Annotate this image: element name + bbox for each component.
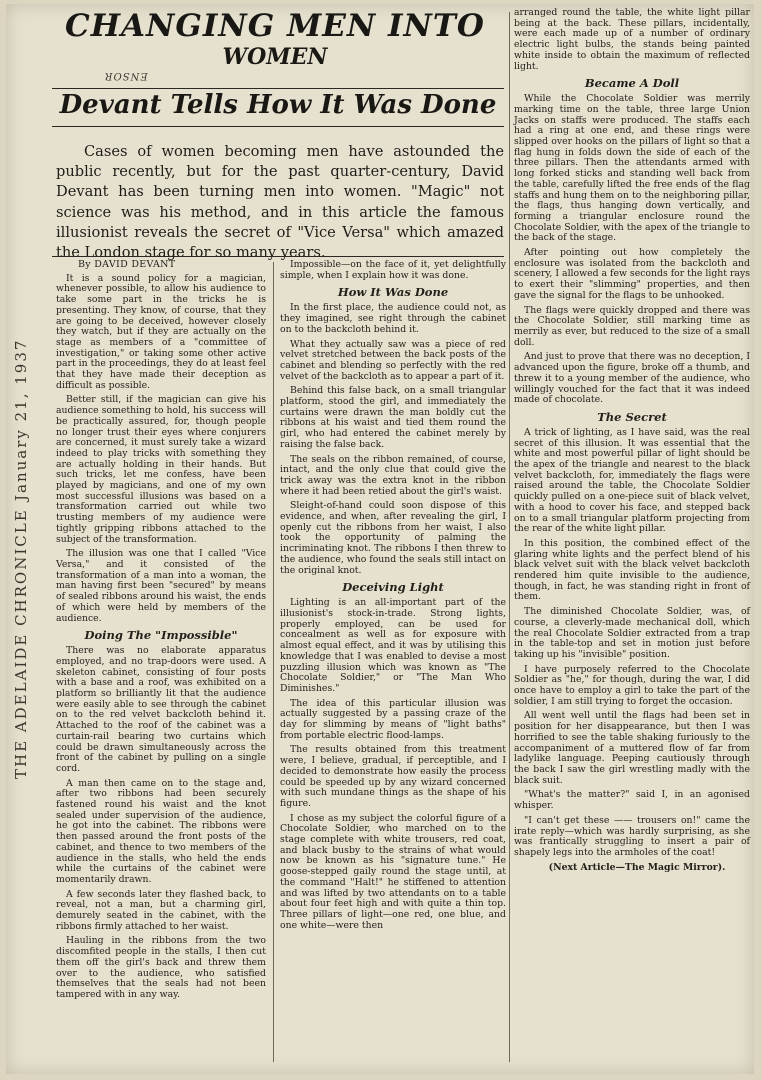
ensor-stamp: ENSOR: [104, 70, 148, 81]
headline-block: [50, 8, 500, 70]
standfirst: Cases of women becoming men have astounded the public recently, but for the past quarter-century, David Devant has been turning men into women. "Magic" not science was his method, and in this article the famous illusionist reveals the secret of "Vice Versa" which amazed the London stage for so many years.: [56, 143, 504, 262]
headline-line-2: WOMEN: [222, 44, 328, 70]
paragraph: And just to prove that there was no deception, I advanced upon the figure, broke off a thumb, and threw it to a young member of the audience, who willingly vouched for the fact that it was indeed made of chocolate.: [514, 351, 750, 406]
paragraph: A few seconds later they flashed back, to reveal, not a man, but a charming girl, demurely seated in the cabinet, with the ribbons firmly attached to her waist.: [56, 888, 266, 932]
paragraph: A trick of lighting, as I have said, was the real secret of this illusion. It was essential that the white and most powerful pillar of light should be the apex of the triangle and nearest to the black velvet backcloth, for, immediately the flags were raised around the table, the Chocolate Soldier quickly pulled on a one-piece suit of black velvet, with a hood to cover his face, and stepped back on to a small triangular platform projecting from the rear of the white light pillar.: [514, 426, 750, 535]
paragraph: The seals on the ribbon remained, of course, intact, and the only clue that could give the trick away was the extra knot in the ribbon where it had been retied about the girl's waist.: [280, 453, 506, 497]
paragraph: Sleight-of-hand could soon dispose of this evidence, and when, after revealing the girl, I openly cut the ribbons from her waist, I also took the opportunity of palming the incriminating knot. The ribbons I then threw to the audience, who found the seals still intact on the original knot.: [280, 500, 506, 576]
paragraph: After pointing out how completely the enclosure was isolated from the backcloth and scenery, I allowed a few seconds for the light rays to exert their "slimming" properties, and then gave the signal for the flags to be unhooked.: [514, 247, 750, 301]
headline-line-1: CHANGING MEN INTO: [65, 8, 485, 44]
byline: By DAVID DEVANT: [78, 259, 176, 270]
paragraph: What they actually saw was a piece of red velvet stretched between the back posts of the cabinet and blending so perfectly with the red velvet of the backcloth as to appear a part of it.: [280, 338, 506, 382]
subheading: Doing The "Impossible": [84, 628, 238, 643]
column-1: [56, 260, 266, 1005]
paragraph: Behind this false back, on a small triangular platform, stood the girl, and immediately the curtains were drawn the man boldly cut the ribbons at his waist and tied them round the girl, who had entered the cabinet merely by raising the false back.: [280, 385, 506, 450]
paragraph: Impossible—on the face of it, yet delightfully simple, when I explain how it was done.: [280, 259, 506, 281]
column-divider-2: [509, 12, 510, 1062]
paragraph: I have purposely referred to the Chocolate Soldier as "he," for though, during the war, I did once have to employ a girl to take the part of the soldier, I am still trying to forget the occasion.: [514, 663, 750, 707]
paragraph: While the Chocolate Soldier was merrily marking time on the table, three large Union Jacks on staffs were produced. The staffs each had a ring at one end, and these rings were slipped over hooks on the pillars of light so that a flag hung in folds down the side of each of the three pillars. Then the attendants armed with long forked sticks and standing well back from the table, carefully lifted the free ends of the flag staffs and hung them on to the neighboring pillar, the flags, thus hanging down vertically, and forming a triangular enclosure round the Chocolate Soldier, with the apex of the triangle to the back of the stage.: [514, 93, 750, 244]
masthead-strip: [12, 164, 46, 954]
paragraph: In this position, the combined effect of the glaring white lights and the perfect blend of his black velvet suit with the black velvet backcloth rendered him quite invisible to the audience, though, in fact, he was standing right in front of them.: [514, 537, 750, 603]
paragraph: Lighting is an all-important part of the illusionist's stock-in-trade. Strong lights, properly employed, can be used for concealment as well as for exposure with almost equal effect, and it was by utilising this knowledge that I was enabled to devise a most puzzling illusion which was known as "The Chocolate Soldier," or "The Man Who Diminishes.": [280, 597, 506, 694]
issue-date: January 21, 1937: [12, 339, 30, 502]
paragraph: All went well until the flags had been set in position for her disappearance, but then I was horrified to see the table shaking furiously to the accompaniment of a muttered flow of far from ladylike language. Peeping cautiously through the back I saw the girl wrestling madly with the black suit.: [514, 710, 750, 786]
subheading: Became A Doll: [584, 76, 680, 91]
newspaper-clipping: [6, 4, 754, 1074]
paragraph: "What's the matter?" said I, in an agonised whisper.: [514, 789, 750, 812]
paragraph: Better still, if the magician can give his audience something to hold, his success will be practically assured, for, though people no longer trust their eyes where conjurers are concerned, it must surely take a wizard indeed to play tricks with something they are actually holding in their hands. But such tricks, let me confess, have been played by magicians, and one of my own most successful illusions was based on a transformation carried out while two trusting members of my audience were tightly gripping ribbons attached to the subject of the transformation.: [56, 394, 266, 545]
paragraph: It is a sound policy for a magician, whenever possible, to allow his audience to take some part in the tricks he is presenting. They know, of course, that they are going to be deceived, however closely they watch, but if they are actually on the stage as members of a "committee of investigation," or taking some other active part in the proceedings, they do at least feel that they have made their deception as difficult as possible.: [56, 272, 266, 391]
headline-rule: [52, 88, 504, 89]
paragraph: arranged round the table, the white light pillar being at the back. These pillars, incidentally, were each made up of a number of ordinary electric light bulbs, the stands being painted white inside to obtain the maximum of reflected light.: [514, 7, 750, 72]
headline-rule-lower: [52, 126, 504, 127]
paragraph: The flags were quickly dropped and there was the Chocolate Soldier, still marking time as merrily as ever, but reduced to the size of a small doll.: [514, 304, 750, 348]
headline-line-3: Devant Tells How It Was Done: [59, 90, 497, 120]
paragraph: I chose as my subject the colorful figure of a Chocolate Soldier, who marched on to the stage complete with white trousers, red coat, and black busby to the strains of what would now be known as his "signature tune." He goose-stepped gaily round the stage until, at the command "Halt!" he stiffened to attention and was lifted by two attendants on to a table about four feet high and with quite a thin top. Three pillars of light—one red, one blue, and one white—were then: [280, 812, 506, 931]
paragraph: In the first place, the audience could not, as they imagined, see right through the cabinet on to the backcloth behind it.: [280, 302, 506, 335]
paragraph: There was no elaborate apparatus employed, and no trap-doors were used. A skeleton cabinet, consisting of four posts with a base and a roof, was exhibited on a platform so brilliantly lit that the audience were easily able to see through the cabinet on to the red velvet backcloth behind it. Attached to the roof of the cabinet was a curtain-rail bearing two curtains which could be drawn simultaneously across the front of the cabinet by pulling on a single cord.: [56, 645, 266, 774]
column-3: [514, 8, 750, 877]
standfirst-rule: [52, 256, 504, 257]
subheading: Deceiving Light: [342, 580, 444, 595]
next-article-note: (Next Article—The Magic Mirror).: [548, 861, 726, 873]
newspaper-name: THE ADELAIDE CHRONICLE: [12, 508, 30, 779]
column-divider-1: [273, 262, 274, 1062]
paragraph: The idea of this particular illusion was actually suggested by a passing craze of the day for slimming by means of "light baths" from portable electric flood-lamps.: [280, 697, 506, 741]
subheading: How It Was Done: [337, 285, 449, 300]
paragraph: Hauling in the ribbons from the two discomfited people in the stalls, I then cut them off the girl's back and threw them over to the audience, who satisfied themselves that the seals had not been tampered with in any way.: [56, 935, 266, 1000]
subheading: The Secret: [597, 409, 667, 424]
paragraph: The results obtained from this treatment were, I believe, gradual, if perceptible, and I decided to demonstrate how easily the process could be speeded up by any wizard concerned with such mundane things as the shape of his figure.: [280, 744, 506, 809]
paragraph: A man then came on to the stage and, after two ribbons had been securely fastened round his waist and the knot sealed under supervision of the audience, he got into the cabinet. The ribbons were then passed around the front posts of the cabinet, and thence to two members of the audience in the stalls, who held the ends while the curtains of the cabinet were momentarily drawn.: [56, 777, 266, 885]
paragraph: The diminished Chocolate Soldier, was, of course, a cleverly-made mechanical doll, which the real Chocolate Soldier extracted from a trap in the table-top and set in motion just before taking up his "invisible" position.: [514, 606, 750, 660]
column-2: [280, 260, 506, 935]
paragraph: "I can't get these —— trousers on!" came the irate reply—which was hardly surprising, as she was frantically struggling to insert a pair of shapely legs into the armholes of the coat!: [514, 814, 750, 858]
paragraph: The illusion was one that I called "Vice Versa," and it consisted of the transformation of a man into a woman, the man having first been "secured" by means of sealed ribbons around his waist, the ends of which were held by members of the audience.: [56, 548, 266, 624]
